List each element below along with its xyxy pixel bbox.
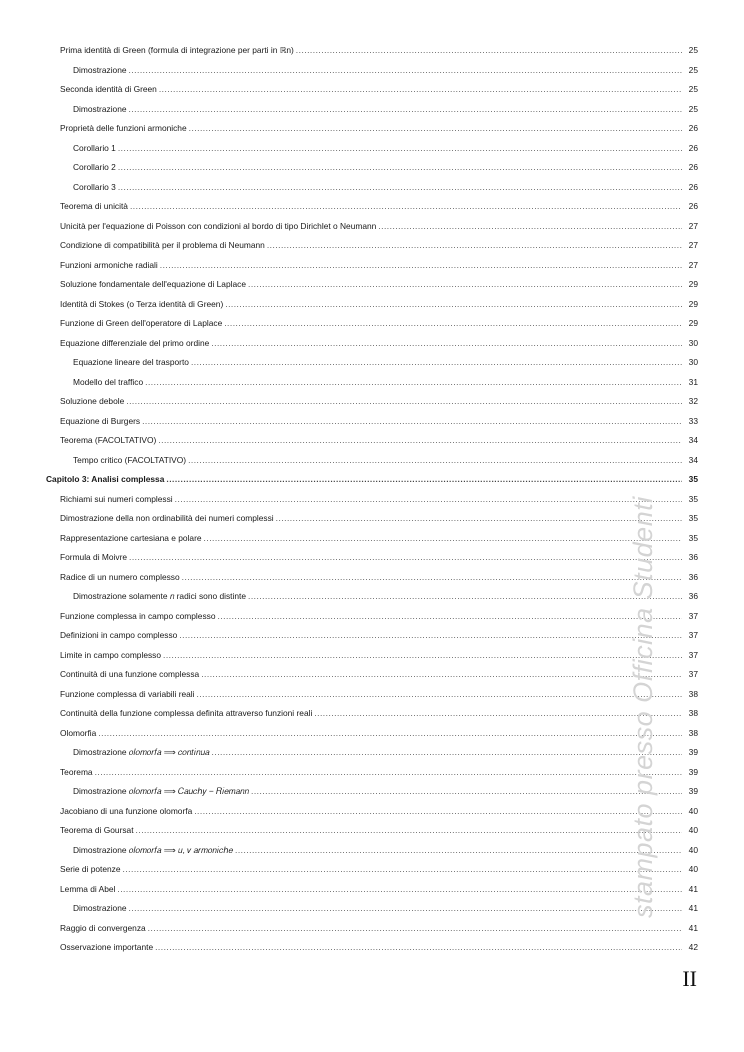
toc-entry-title: Rappresentazione cartesiana e polare <box>60 532 202 543</box>
page-number: II <box>682 966 697 991</box>
toc-dot-leader <box>267 238 682 252</box>
toc-dot-leader <box>378 219 682 233</box>
toc-entry-title: Unicità per l'equazione di Poisson con condizioni al bordo di tipo Dirichlet o Neumann <box>60 220 377 231</box>
toc-entry-page: 32 <box>688 396 698 406</box>
toc-entry-title: Equazione lineare del trasporto <box>73 357 189 367</box>
toc-dot-leader <box>191 355 682 369</box>
toc-entry-page: 27 <box>688 220 698 231</box>
toc-dot-leader <box>197 687 682 701</box>
toc-entry-page: 34 <box>688 435 698 445</box>
toc-dot-leader <box>212 745 682 759</box>
toc-entry-title: Tempo critico (FACOLTATIVO) <box>73 454 187 465</box>
toc-entry-title: Limite in campo complesso <box>60 649 162 660</box>
toc-dot-leader <box>179 628 682 642</box>
toc-entry-row[interactable] <box>0 394 744 408</box>
toc-entry-title: Radice di un numero complesso <box>60 571 180 582</box>
toc-entry-title: Prima identità di Green (formula di integrazione per parti in ℝn) <box>60 45 294 55</box>
toc-entry-page: 31 <box>688 376 698 387</box>
toc-entry-page: 41 <box>688 903 698 913</box>
toc-dot-leader <box>276 511 682 525</box>
toc-entry-title: Teorema di Goursat <box>60 825 134 835</box>
toc-entry-title: Soluzione fondamentale dell'equazione di Laplace <box>60 279 246 289</box>
toc-entry-title: Dimostrazione della non ordinabilità dei numeri complessi <box>60 513 274 523</box>
toc-entry-page: 38 <box>688 708 698 718</box>
toc-dot-leader <box>296 43 682 57</box>
toc-entry-page: 25 <box>688 84 698 94</box>
toc-dot-leader <box>224 316 682 330</box>
toc-entry-title: Definizioni in campo complesso <box>60 630 178 640</box>
toc-entry-title: Funzione complessa in campo complesso <box>60 610 216 621</box>
toc-dot-leader <box>148 921 682 935</box>
toc-entry-row[interactable] <box>0 453 744 467</box>
toc-entry-page: 30 <box>688 337 698 348</box>
toc-entry-row[interactable] <box>0 277 744 291</box>
toc-dot-leader <box>129 901 682 915</box>
toc-entry-row[interactable] <box>0 160 744 174</box>
toc-entry-page: 25 <box>688 64 698 75</box>
toc-entry-title: Dimostrazione 𝑜𝑙𝑜𝑚𝑜𝑟𝑓𝑎 ⟹ 𝑐𝑜𝑛𝑡𝑖𝑛𝑢𝑎 <box>73 747 210 757</box>
toc-entry-page: 39 <box>688 766 698 777</box>
toc-entry-page: 39 <box>688 747 698 757</box>
toc-entry-page: 42 <box>688 942 698 952</box>
toc-entry-row[interactable] <box>0 414 744 428</box>
toc-entry-page: 30 <box>688 357 698 367</box>
toc-entry-title: Seconda identità di Green <box>60 84 157 94</box>
toc-entry-row[interactable] <box>0 375 744 389</box>
toc-entry-row[interactable] <box>0 219 744 233</box>
toc-entry-title: Raggio di convergenza <box>60 922 146 933</box>
toc-dot-leader <box>118 180 682 194</box>
toc-entry-row[interactable] <box>0 336 744 350</box>
toc-entry-row[interactable] <box>0 63 744 77</box>
toc-dot-leader <box>129 63 682 77</box>
toc-dot-leader <box>98 726 682 740</box>
toc-entry-title: Identità di Stokes (o Terza identità di Green) <box>60 298 224 309</box>
toc-entry-page: 41 <box>688 922 698 933</box>
toc-entry-page: 33 <box>688 415 698 426</box>
toc-entry-page: 29 <box>688 279 698 289</box>
toc-entry-page: 26 <box>688 142 698 153</box>
toc-dot-leader <box>145 375 682 389</box>
toc-dot-leader <box>118 160 682 174</box>
toc-dot-leader <box>126 394 682 408</box>
toc-dot-leader <box>175 492 682 506</box>
toc-entry-page: 37 <box>688 649 698 660</box>
toc-entry-page: 40 <box>688 805 698 816</box>
toc-entry-title: Equazione differenziale del primo ordine <box>60 337 210 348</box>
toc-entry-page: 35 <box>688 532 698 543</box>
toc-entry-title: Teorema di unicità <box>60 201 128 211</box>
toc-entry-title: Dimostrazione <box>73 103 127 114</box>
toc-dot-leader <box>194 804 682 818</box>
toc-entry-row[interactable] <box>0 238 744 252</box>
toc-entry-row[interactable] <box>0 121 744 135</box>
toc-entry-page: 38 <box>688 688 698 699</box>
toc-dot-leader <box>188 453 682 467</box>
toc-entry-row[interactable] <box>0 355 744 369</box>
toc-entry-title: Jacobiano di una funzione olomorfa <box>60 805 193 816</box>
toc-entry-title: Funzione di Green dell'operatore di Laplace <box>60 318 223 328</box>
toc-entry-row[interactable] <box>0 433 744 447</box>
toc-entry-title: Funzione complessa di variabili reali <box>60 688 195 699</box>
toc-entry-page: 35 <box>688 493 698 504</box>
toc-entry-title: Serie di potenze <box>60 864 121 874</box>
toc-dot-leader <box>129 102 682 116</box>
toc-entry-title: Proprietà delle funzioni armoniche <box>60 123 187 133</box>
toc-entry-row[interactable] <box>0 199 744 213</box>
toc-entry-page: 40 <box>688 844 698 855</box>
toc-entry-title: Teorema <box>60 766 93 777</box>
toc-entry-page: 36 <box>688 571 698 582</box>
toc-entry-page: 35 <box>688 474 698 484</box>
toc-entry-title: Olomorfia <box>60 727 97 738</box>
toc-dot-leader <box>248 277 682 291</box>
toc-dot-leader <box>248 589 682 603</box>
toc-entry-page: 40 <box>688 864 698 874</box>
toc-entry-page: 40 <box>688 825 698 835</box>
toc-entry-title: Modello del traffico <box>73 376 144 387</box>
toc-entry-page: 26 <box>688 181 698 192</box>
toc-dot-leader <box>95 765 682 779</box>
toc-dot-leader <box>204 531 682 545</box>
toc-dot-leader <box>142 414 682 428</box>
toc-entry-page: 39 <box>688 786 698 796</box>
toc-entry-page: 34 <box>688 454 698 465</box>
toc-dot-leader <box>130 199 682 213</box>
toc-dot-leader <box>314 706 682 720</box>
toc-chapter-row[interactable] <box>0 472 744 486</box>
toc-entry-row[interactable] <box>0 82 744 96</box>
toc-dot-leader <box>217 609 682 623</box>
toc-entry-title: Dimostrazione <box>73 64 127 75</box>
toc-entry-page: 29 <box>688 318 698 328</box>
toc-entry-page: 27 <box>688 259 698 270</box>
toc-entry-page: 26 <box>688 162 698 172</box>
toc-entry-page: 25 <box>688 45 698 55</box>
toc-entry-row[interactable] <box>0 102 744 116</box>
toc-entry-title: Osservazione importante <box>60 942 154 952</box>
toc-entry-page: 26 <box>688 123 698 133</box>
toc-entry-row[interactable] <box>0 43 744 57</box>
toc-entry-title: Dimostrazione 𝑜𝑙𝑜𝑚𝑜𝑟𝑓𝑎 ⟹ 𝐶𝑎𝑢𝑐ℎ𝑦 − 𝑅𝑖𝑒𝑚𝑎𝑛𝑛 <box>73 786 249 796</box>
toc-dot-leader <box>225 297 682 311</box>
toc-entry-page: 26 <box>688 201 698 211</box>
toc-entry-row[interactable] <box>0 940 744 954</box>
toc-dot-leader <box>201 667 682 681</box>
toc-dot-leader <box>182 570 682 584</box>
toc-dot-leader <box>160 258 682 272</box>
toc-entry-title: Dimostrazione <box>73 903 127 913</box>
toc-entry-page: 37 <box>688 630 698 640</box>
toc-dot-leader <box>159 82 682 96</box>
toc-entry-title: Teorema (FACOLTATIVO) <box>60 435 157 445</box>
toc-dot-leader <box>251 784 682 798</box>
toc-dot-leader <box>235 843 682 857</box>
toc-dot-leader <box>163 648 682 662</box>
toc-entry-title: Condizione di compatibilità per il problema di Neumann <box>60 240 265 250</box>
toc-entry-page: 36 <box>688 552 698 562</box>
toc-dot-leader <box>123 862 682 876</box>
toc-dot-leader <box>118 141 682 155</box>
toc-dot-leader <box>129 550 682 564</box>
toc-entry-title: Dimostrazione solamente 𝑛 radici sono distinte <box>73 591 247 601</box>
toc-entry-row[interactable] <box>0 258 744 272</box>
toc-entry-title: Dimostrazione 𝑜𝑙𝑜𝑚𝑜𝑟𝑓𝑎 ⟹ 𝑢, 𝑣 𝑎𝑟𝑚𝑜𝑛𝑖𝑐ℎ𝑒 <box>73 844 234 855</box>
toc-entry-title: Continuità della funzione complessa definita attraverso funzioni reali <box>60 708 313 718</box>
toc-entry-page: 27 <box>688 240 698 250</box>
toc-entry-title: Corollario 2 <box>73 162 116 172</box>
toc-entry-title: Corollario 3 <box>73 181 116 192</box>
toc-entry-page: 36 <box>688 591 698 601</box>
toc-entry-title: Capitolo 3: Analisi complessa <box>46 474 165 484</box>
toc-entry-row[interactable] <box>0 316 744 330</box>
toc-dot-leader <box>155 940 682 954</box>
toc-dot-leader <box>211 336 682 350</box>
toc-entry-row[interactable] <box>0 141 744 155</box>
toc-entry-row[interactable] <box>0 180 744 194</box>
watermark: stampato presso Officina Studenti <box>628 496 658 918</box>
toc-entry-row[interactable] <box>0 921 744 935</box>
toc-entry-title: Equazione di Burgers <box>60 415 141 426</box>
toc-dot-leader <box>136 823 682 837</box>
toc-entry-page: 37 <box>688 610 698 621</box>
toc-entry-page: 29 <box>688 298 698 309</box>
toc-dot-leader <box>166 472 682 486</box>
toc-entry-title: Richiami sui numeri complessi <box>60 493 173 504</box>
toc-dot-leader <box>189 121 682 135</box>
toc-dot-leader <box>158 433 682 447</box>
toc-entry-page: 41 <box>688 883 698 894</box>
toc-entry-page: 35 <box>688 513 698 523</box>
toc-entry-title: Soluzione debole <box>60 396 125 406</box>
toc-entry-title: Lemma di Abel <box>60 883 116 894</box>
toc-entry-title: Continuità di una funzione complessa <box>60 669 200 679</box>
toc-dot-leader <box>117 882 682 896</box>
toc-entry-page: 25 <box>688 103 698 114</box>
toc-entry-row[interactable] <box>0 297 744 311</box>
toc-entry-title: Formula di Moivre <box>60 552 128 562</box>
toc-entry-page: 38 <box>688 727 698 738</box>
toc-entry-title: Funzioni armoniche radiali <box>60 259 158 270</box>
toc-entry-page: 37 <box>688 669 698 679</box>
toc-entry-title: Corollario 1 <box>73 142 116 153</box>
